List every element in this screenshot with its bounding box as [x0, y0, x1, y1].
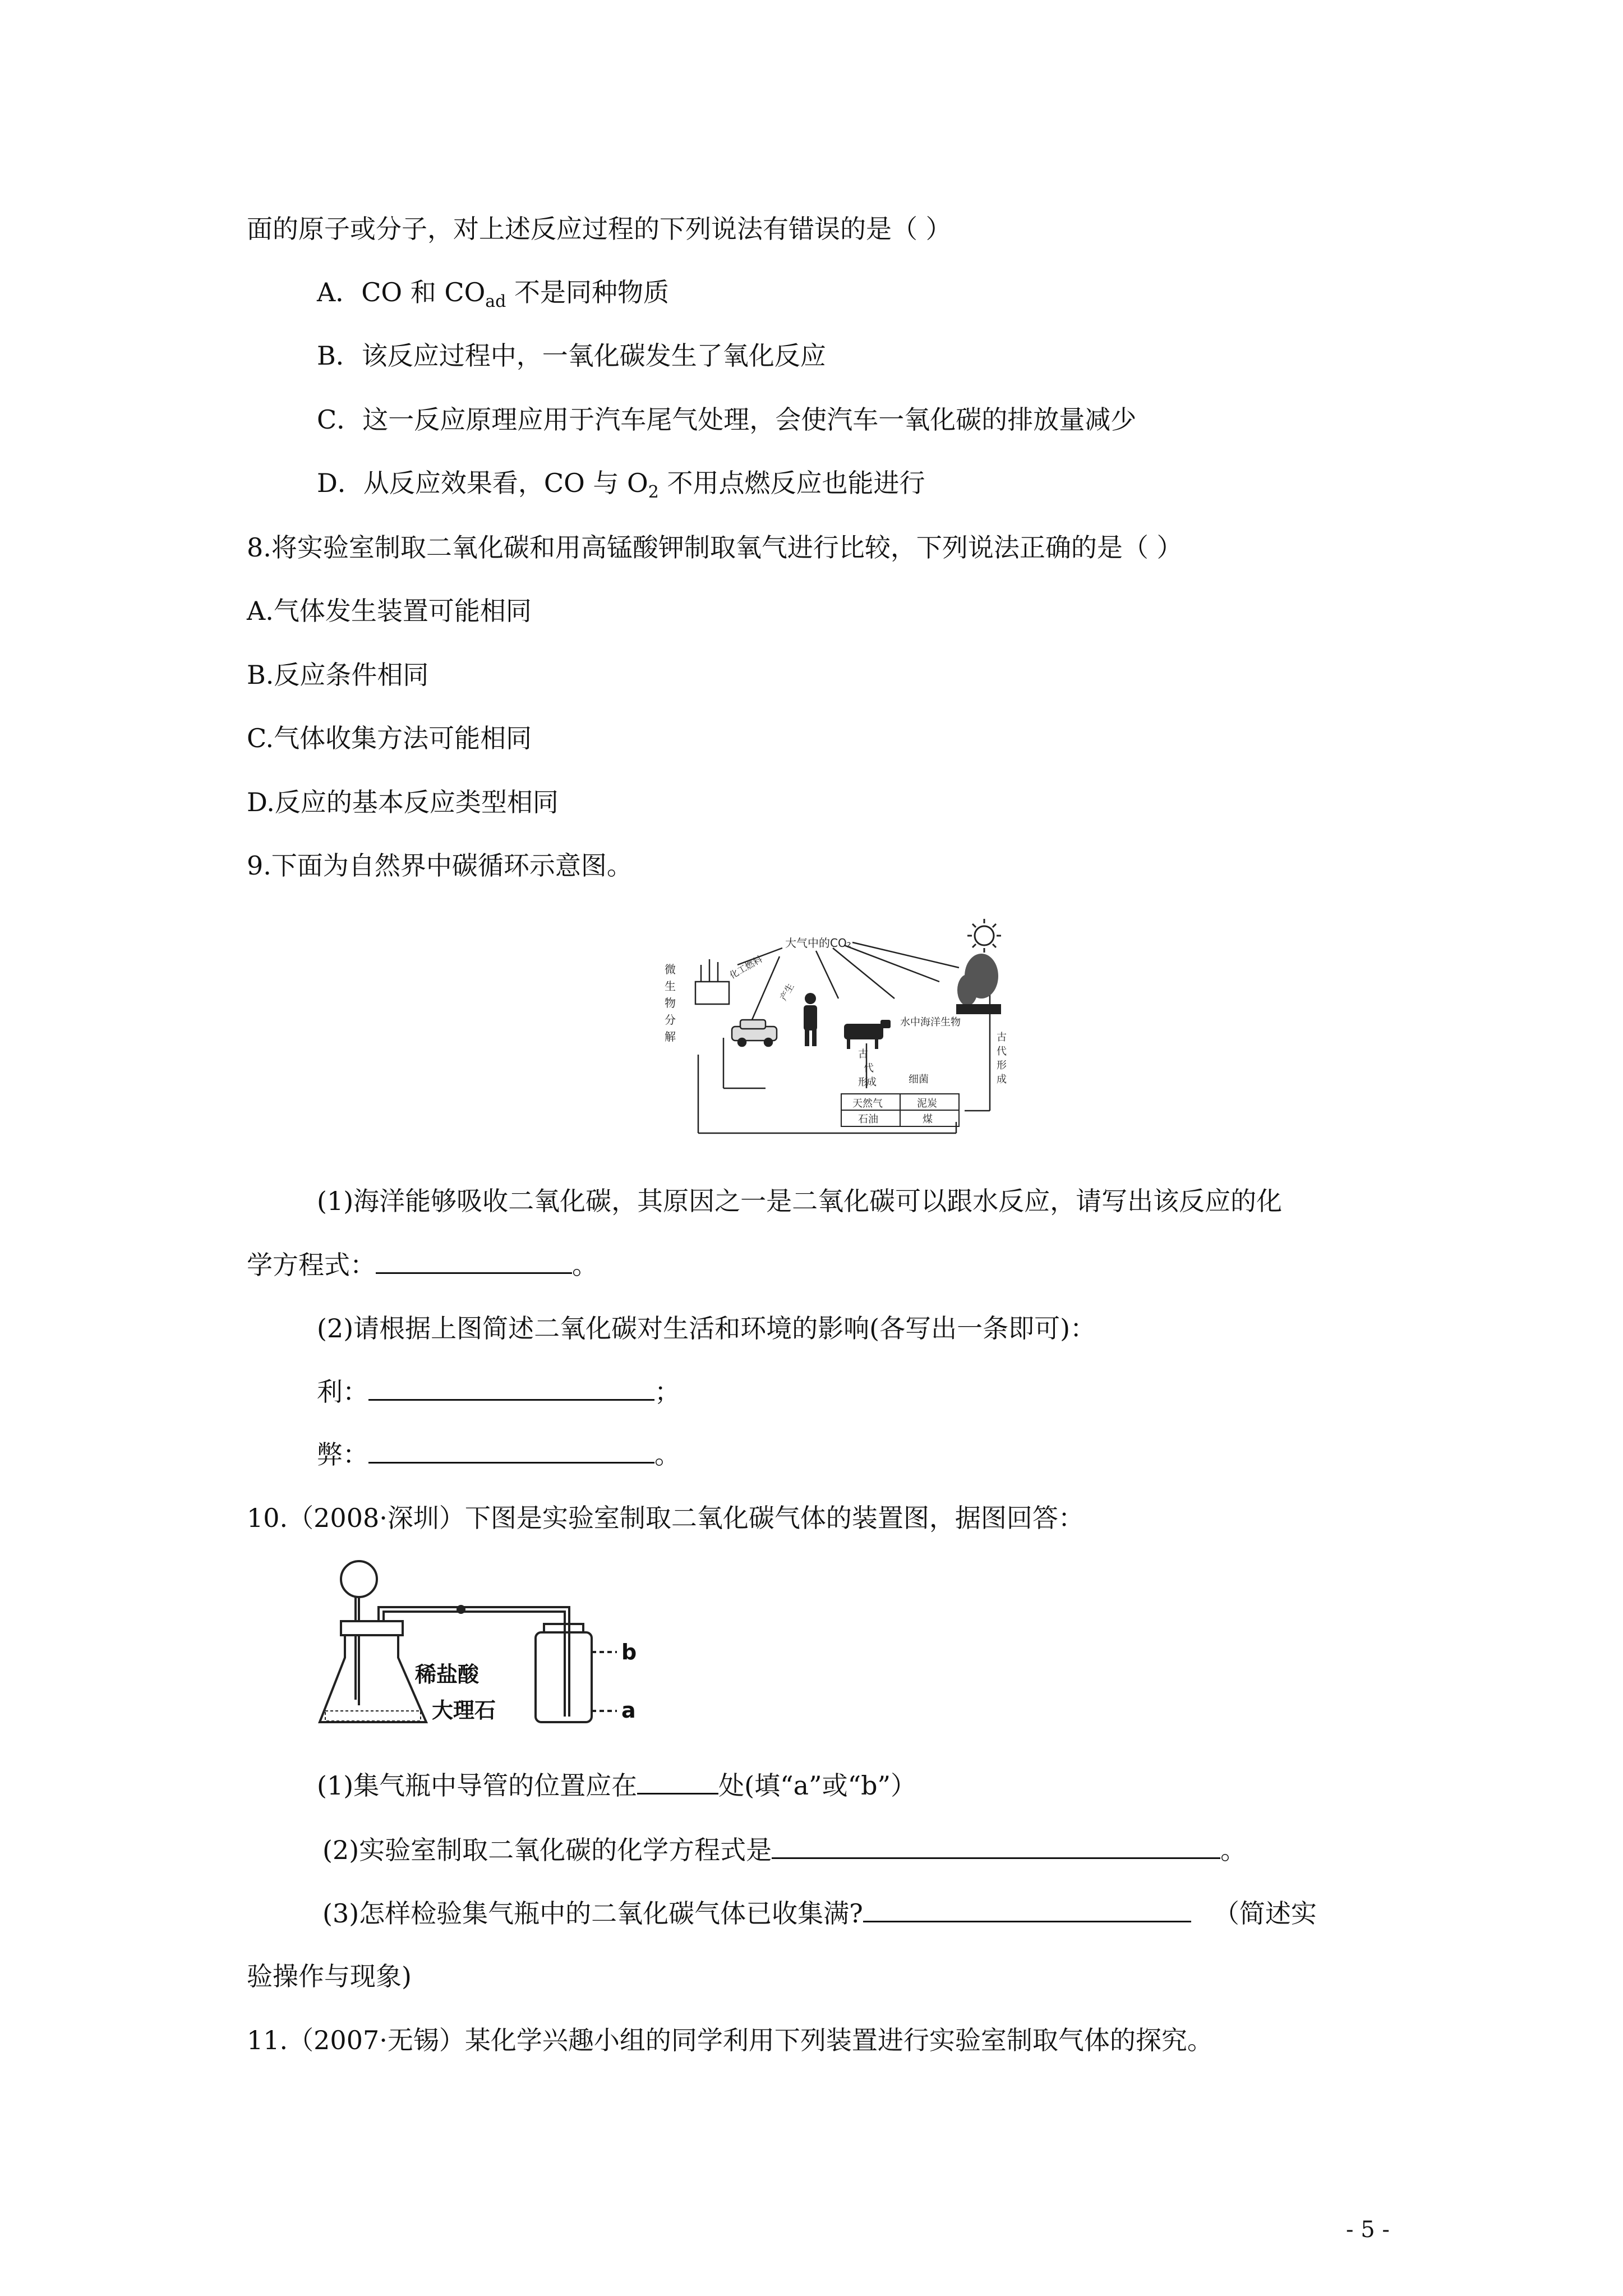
q9-con-label: 弊： [317, 1439, 368, 1470]
diagram-factory-label: 化工燃料 [727, 954, 764, 981]
q8-option-b: B.反应条件相同 [247, 660, 429, 690]
q9-pro-blank[interactable] [368, 1398, 654, 1401]
carbon-cycle-diagram [653, 914, 1018, 1150]
page-number: - 5 - [1346, 2217, 1390, 2243]
diagram-bacteria-label: 细菌 [909, 1074, 929, 1085]
q10-part2-blank[interactable] [772, 1857, 1220, 1859]
q10-part1-blank[interactable] [637, 1792, 718, 1795]
q8-option-a: A.气体发生装置可能相同 [247, 596, 532, 626]
diagram-marine-label: 水中海洋生物 [900, 1016, 961, 1028]
q9-pro-end: ； [654, 1377, 680, 1407]
diagram-atmosphere-label: 大气中的CO₂ [785, 936, 851, 950]
q9-part1-line2 [247, 1252, 598, 1278]
factory-icon [695, 959, 729, 1004]
apparatus-label-b: b [621, 1640, 637, 1664]
q10-part3-blank[interactable] [863, 1920, 1191, 1922]
q7-option-a-pre: A．CO 和 CO [317, 277, 486, 307]
cow-icon [844, 1020, 891, 1049]
diagram-ancient-left: 古代形成 [858, 1048, 877, 1088]
q8-option-c: C.气体收集方法可能相同 [247, 723, 532, 753]
diagram-oil: 石油 [858, 1114, 878, 1125]
q10-part3-post: （简述实 [1213, 1898, 1317, 1929]
q7-option-c: C．这一反应原理应用于汽车尾气处理，会使汽车一氧化碳的排放量减少 [317, 404, 1137, 435]
q7-option-a [317, 279, 669, 310]
diagram-decomposition-label: 微生物分解 [665, 963, 676, 1043]
q7-stem-tail: 面的原子或分子，对上述反应过程的下列说法有错误的是（ ） [247, 214, 952, 244]
q9-part2: (2)请根据上图简述二氧化碳对生活和环境的影响(各写出一条即可)： [317, 1313, 1096, 1343]
q10-part2 [322, 1837, 1246, 1863]
q10-part2-end: 。 [1220, 1835, 1247, 1865]
q10-part1-pre: (1)集气瓶中导管的位置应在 [317, 1770, 638, 1801]
q7-option-d-post: 不用点燃反应也能进行 [658, 468, 925, 498]
q7-option-d-pre: D．从反应效果看，CO 与 O [317, 468, 648, 498]
q9-pro-line [317, 1379, 680, 1405]
diagram-natural-gas: 天然气 [852, 1098, 883, 1110]
q7-option-a-post: 不是同种物质 [506, 277, 669, 307]
trees-icon [956, 954, 1001, 1014]
q10-part2-pre: (2)实验室制取二氧化碳的化学方程式是 [322, 1835, 772, 1865]
diagram-peat: 泥炭 [917, 1098, 937, 1110]
apparatus-acid-label: 稀盐酸 [415, 1662, 479, 1687]
q10-part3-pre: (3)怎样检验集气瓶中的二氧化碳气体已收集满? [322, 1898, 863, 1929]
q9-part1-label: 学方程式： [247, 1250, 376, 1280]
q10-part1-post: 处(填“a”或“b”） [718, 1770, 917, 1801]
q9-con-end: 。 [654, 1439, 680, 1470]
q10-part3-cont: 验操作与现象) [247, 1961, 412, 1991]
co2-apparatus-diagram [314, 1554, 673, 1745]
apparatus-marble-label: 大理石 [432, 1698, 496, 1723]
q8-stem: 8.将实验室制取二氧化碳和用高锰酸钾制取氧气进行比较，下列说法正确的是（ ） [247, 532, 1183, 563]
q9-stem: 9.下面为自然界中碳循环示意图。 [247, 850, 633, 881]
apparatus-label-a: a [621, 1698, 636, 1723]
q9-pro-label: 利： [317, 1377, 368, 1407]
q8-option-d: D.反应的基本反应类型相同 [247, 787, 559, 817]
q11-stem: 11.（2007·无锡）某化学兴趣小组的同学利用下列装置进行实验室制取气体的探究。 [247, 2025, 1213, 2055]
person-icon [804, 993, 817, 1046]
q9-con-line [317, 1439, 680, 1470]
q7-option-d-sub: 2 [648, 482, 659, 502]
q7-option-d [317, 470, 925, 501]
q7-option-b: B．该反应过程中，一氧化碳发生了氧化反应 [317, 341, 826, 371]
q10-part1 [317, 1770, 917, 1801]
q9-part1-blank[interactable] [376, 1272, 572, 1274]
q9-part1-end: 。 [572, 1250, 598, 1280]
q9-part1-line1: (1)海洋能够吸收二氧化碳，其原因之一是二氧化碳可以跟水反应，请写出该反应的化 [317, 1186, 1283, 1216]
diagram-produce-label: 产生 [778, 981, 796, 1002]
q7-option-a-sub: ad [485, 292, 506, 311]
sun-icon [967, 919, 1001, 953]
q9-con-blank[interactable] [368, 1461, 654, 1464]
diagram-ancient-right: 古代形成 [997, 1032, 1007, 1085]
diagram-coal: 煤 [923, 1114, 933, 1125]
q10-part3 [322, 1898, 1317, 1929]
q10-stem: 10.（2008·深圳）下图是实验室制取二氧化碳气体的装置图，据图回答： [247, 1503, 1084, 1533]
car-icon [732, 1020, 777, 1046]
